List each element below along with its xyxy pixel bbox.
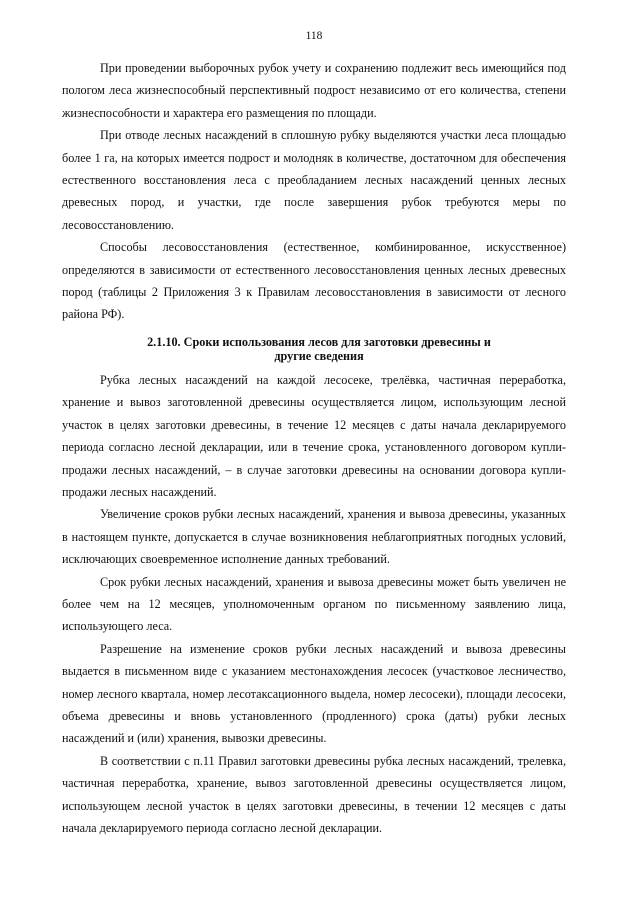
paragraph-felling-terms: Рубка лесных насаждений на каждой лесосеке, трелёвка, частичная переработка, хранение и вывоз заготовленной древесины осуществляется лицом, использующим лесной участок в целях заготовки древесины, в течение 12 месяцев с даты начала декларируемого периода согласно лесной декларации, или в течение срока, установленного договором купли-продажи лесных насаждений, – в случае заготовки древесины на основании договора купли-продажи лесных насаждений. [62,372,566,499]
paragraph-extension-permit: Разрешение на изменение сроков рубки лесных насаждений и вывоза древесины выдается в письменном виде с указанием местонахождения лесосек (участковое лесничество, номер лесного квартала, номер лесотаксационного выдела, номер лесосеки), площади лесосеки, объема древесины и вновь установленного (продленного) срока (даты) рубки лесных насаждений и (или) хранения, вывозки древесины. [62,641,566,746]
section-heading [62,335,566,364]
paragraph-rules-clause-11: В соответствии с п.11 Правил заготовки древесины рубка лесных насаждений, трелевка, частичная переработка, хранение, вывоз заготовленной древесины осуществляется лицом, использующем лесной участок в целях заготовки древесины, в течении 12 месяцев с даты начала декларируемого периода согласно лесной декларации. [62,753,566,835]
paragraph-extension-limit: Срок рубки лесных насаждений, хранения и вывоза древесины может быть увеличен не более чем на 12 месяцев, уполномоченным органом по письменному заявлению лица, использующего леса. [62,574,566,634]
paragraph-selective-felling: При проведении выборочных рубок учету и сохранению подлежит весь имеющийся под пологом леса жизнеспособный перспективный подрост независимо от его количества, степени жизнеспособности и характера его размещения по площади. [62,61,566,120]
paragraph-reforestation-methods: Способы лесовосстановления (естественное, комбинированное, искусственное) определяются в зависимости от естественного лесовосстановления ценных лесных древесных пород (таблицы 2 Приложения 3 к Правилам лесовосстановления в зависимости от лесного района РФ). [62,240,566,322]
section-heading-line-2: другие сведения [274,349,364,364]
section-heading-line-1: 2.1.10. Сроки использования лесов для заготовки древесины и [147,334,491,349]
paragraph-clear-felling: При отводе лесных насаждений в сплошную рубку выделяются участки леса площадью более 1 га, на которых имеется подрост и молодняк в количестве, достаточном для обеспечения естественного восстановления леса с преобладанием лесных насаждений ценных лесных древесных пород, и участки, где после завершения рубок требуются меры по лесовосстановлению. [62,128,566,232]
page-number: 118 [305,30,323,42]
paragraph-term-extension: Увеличение сроков рубки лесных насаждений, хранения и вывоза древесины, указанных в настоящем пункте, допускается в случае возникновения неблагоприятных погодных условий, исключающих своевременное исполнение данных требований. [62,507,566,567]
